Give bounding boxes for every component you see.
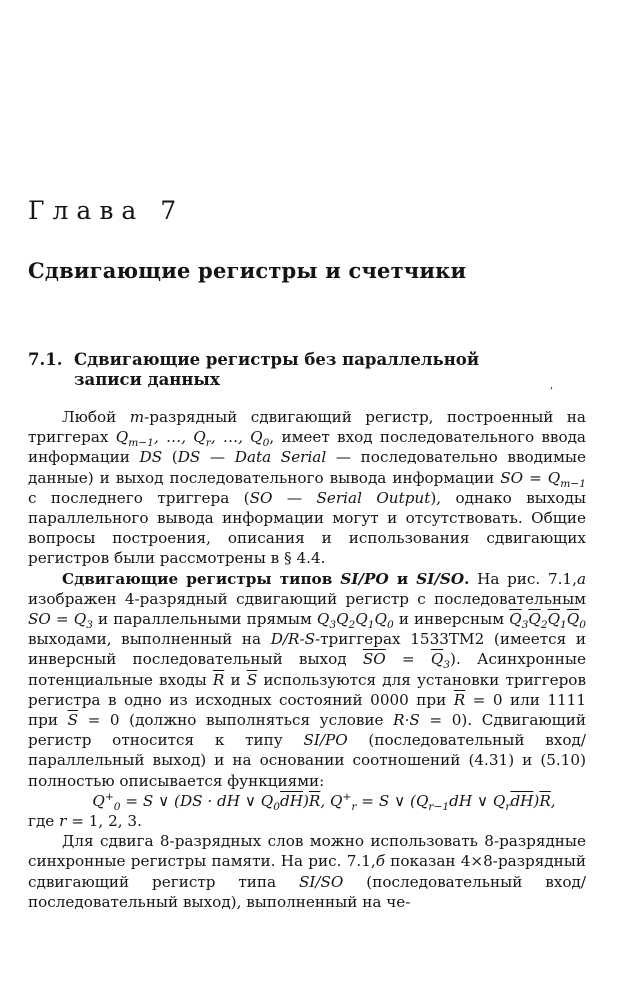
section-heading — [28, 350, 588, 390]
section-title-line2: записи данных — [74, 370, 220, 389]
formula: $Q^+_0 = S$ ∨ (DS · dH ∨ $Q_0\overline{dH})\overline{R}$, $Q^+_r = S$ ∨ ($Q_{r-1}dH$ ∨ $Q_r\overline{dH})\overline{R}$, — [92, 789, 556, 813]
formula-where: где r = 1, 2, 3. — [28, 812, 142, 831]
chapter-label: Глава 7 — [28, 196, 185, 225]
paragraph-3: Для сдвига 8-разрядных слов можно использовать 8-разрядные синхронные регистры памяти. На рис. 7.1,б показан 4×8-разрядный сдвигающий регистр типа SI/SO (последовательный вход/последовательный выход), выполненный на че- — [28, 832, 586, 911]
stray-mark: , — [550, 380, 554, 391]
paragraph-2: Сдвигающие регистры типов SI/PO и SI/SO. На рис. 7.1,а изображен 4-разрядный сдвигающий регистр с последовательным SO = $Q_3$ и параллельными прямым $Q_3Q_2Q_1Q_0$ и инверсным $\overline{Q}_3\overline{Q}_2\overline{Q}_1\overline{Q}_0$ выходами, выполненный на D/R-S-триггерах 1533ТМ2 (имеется и инверсный последовательный выход $\overline{SO} = \overline{Q}_3$). Асинхронные потенциальные входы $\overline{R}$ и $\overline{S}$ используются для установки триггеров регистра в одно из исходных состояний 0000 при $\overline{R} = 0$ или 1111 при $\overline{S} = 0$ (должно выполняться условие R·S = 0). Сдвигающий регистр относится к типу SI/PO (последовательный вход/параллельный выход) и на основании соотношений (4.31) и (5.10) полностью описывается функциями: — [28, 569, 587, 790]
paragraph-1: Любой m-разрядный сдвигающий регистр, построенный на триггерах $Q_{m-1}$, …, $Q_r$, …, $Q_0$, имеет вход последовательного ввода информации DS (DS — Data Serial — последовательно вводимые данные) и выход последовательного вывода информации SO = $Q_{m-1}$ с последнего триггера (SO — Serial Output), однако выходы параллельного вывода информации могут и отсутствовать. Общие вопросы построения, описания и использования сдвигающих регистров были рассмотрены в § 4.4. — [28, 408, 587, 568]
section-number: 7.1. — [28, 350, 63, 369]
body-text — [28, 407, 586, 912]
chapter-title: Сдвигающие регистры и счетчики — [28, 258, 467, 283]
section-title-line1: Сдвигающие регистры без параллельной — [74, 350, 480, 369]
